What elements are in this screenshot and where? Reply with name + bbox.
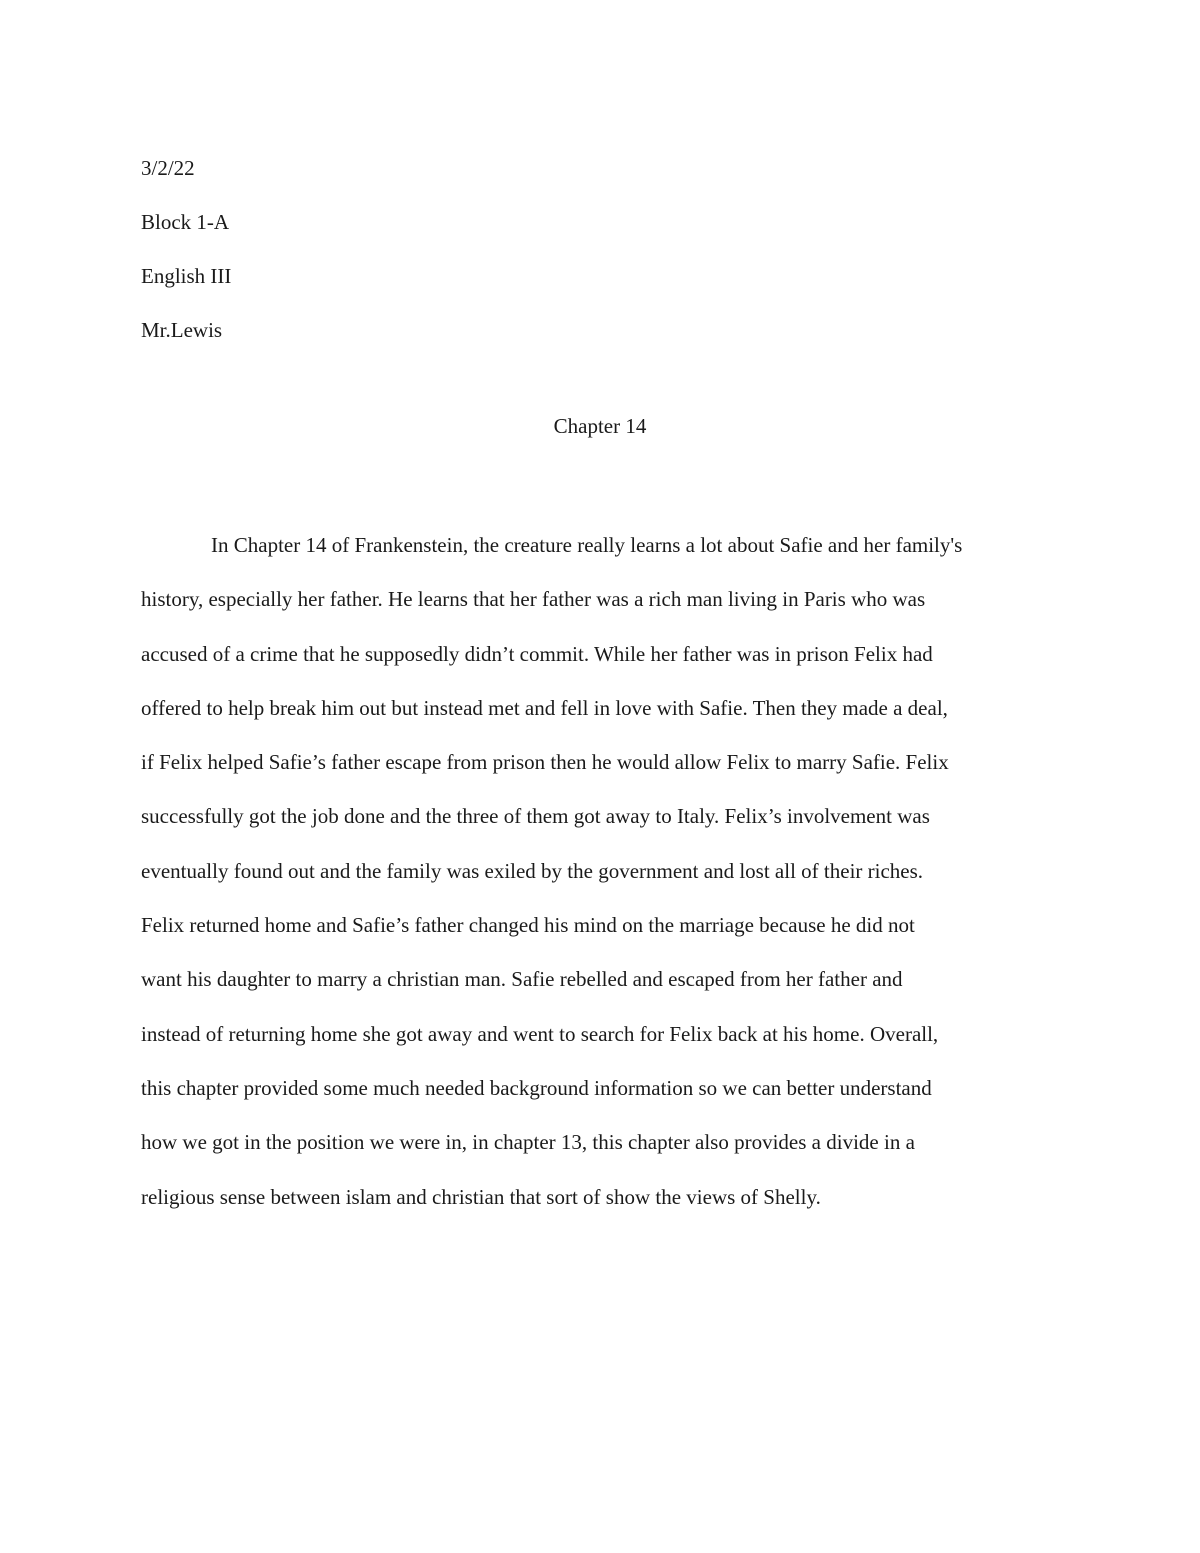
body-line: religious sense between islam and christian that sort of show the views of Shelly. bbox=[141, 1184, 821, 1209]
body-line: how we got in the position we were in, in chapter 13, this chapter also provides a divide in a bbox=[141, 1130, 915, 1155]
body-line: history, especially her father. He learns that her father was a rich man living in Paris who was bbox=[141, 587, 926, 612]
student-heading bbox=[141, 141, 741, 357]
body-line: successfully got the job done and the three of them got away to Italy. Felix’s involvement was bbox=[141, 804, 930, 829]
heading-course: English III bbox=[141, 264, 232, 288]
body-line: offered to help break him out but instead met and fell in love with Safie. Then they made a deal, bbox=[141, 695, 948, 720]
body-line: if Felix helped Safie’s father escape from prison then he would allow Felix to marry Safie. Felix bbox=[141, 750, 949, 775]
body-line: accused of a crime that he supposedly didn’t commit. While her father was in prison Felix had bbox=[141, 641, 933, 666]
heading-block: Block 1-A bbox=[141, 210, 230, 234]
heading-date: 3/2/22 bbox=[141, 156, 195, 180]
body-line: eventually found out and the family was exiled by the government and lost all of their riches. bbox=[141, 858, 924, 883]
body-line: Felix returned home and Safie’s father changed his mind on the marriage because he did not bbox=[141, 913, 915, 938]
heading-teacher: Mr.Lewis bbox=[141, 318, 223, 342]
body-line: want his daughter to marry a christian man. Safie rebelled and escaped from her father and bbox=[141, 967, 903, 992]
body-line: In Chapter 14 of Frankenstein, the creature really learns a lot about Safie and her family's bbox=[211, 533, 963, 557]
body-line: instead of returning home she got away and went to search for Felix back at his home. Overall, bbox=[141, 1021, 939, 1046]
body-line: this chapter provided some much needed background information so we can better understand bbox=[141, 1075, 932, 1100]
document-title: Chapter 14 bbox=[553, 414, 647, 438]
body-paragraph bbox=[141, 518, 1061, 1224]
